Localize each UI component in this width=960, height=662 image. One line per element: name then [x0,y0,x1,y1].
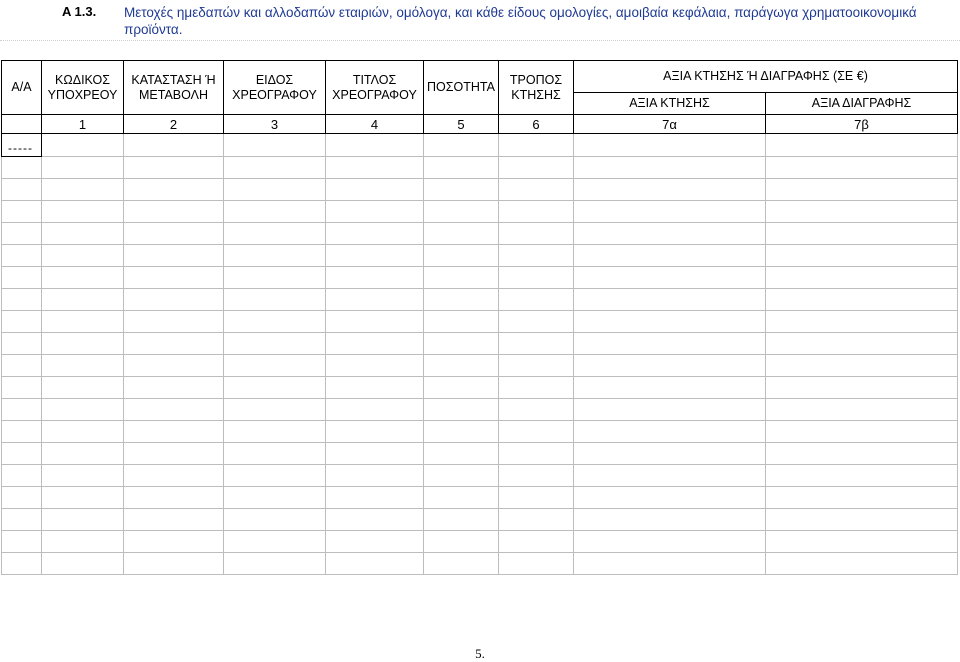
col-header-code: ΚΩΔΙΚΟΣ ΥΠΟΧΡΕΟΥ [42,61,124,115]
table-cell[interactable] [42,465,124,487]
table-row [2,267,958,289]
table-row [2,311,958,333]
table-cell[interactable] [499,311,574,333]
table-cell[interactable] [499,201,574,223]
row-aa-cell[interactable] [2,245,42,267]
table-row [2,443,958,465]
table-row [2,245,958,267]
table-cell[interactable] [766,421,958,443]
table-cell[interactable] [424,355,499,377]
table-cell[interactable] [766,465,958,487]
table-cell[interactable] [574,355,766,377]
table-cell[interactable] [124,421,224,443]
table-cell[interactable] [766,157,958,179]
table-cell[interactable] [499,134,574,157]
column-numbers-row [2,115,958,134]
table-cell[interactable] [42,355,124,377]
table-cell[interactable] [124,531,224,553]
table-cell[interactable] [224,377,326,399]
table-cell[interactable] [499,531,574,553]
table-cell[interactable] [574,421,766,443]
table-cell[interactable] [224,443,326,465]
table-cell[interactable] [326,399,424,421]
table-cell[interactable] [326,443,424,465]
table-row [2,333,958,355]
table-cell[interactable] [42,267,124,289]
table-cell[interactable] [124,267,224,289]
table-cell[interactable] [424,531,499,553]
table-cell[interactable] [766,509,958,531]
column-number-blank [2,115,42,134]
table-cell[interactable] [424,157,499,179]
table-cell[interactable] [326,421,424,443]
table-cell[interactable] [574,333,766,355]
table-cell[interactable] [326,509,424,531]
column-number: 7β [766,115,958,134]
table-cell[interactable] [124,487,224,509]
table-cell[interactable] [224,465,326,487]
table-cell[interactable] [766,377,958,399]
table-cell[interactable] [124,443,224,465]
table-cell[interactable] [42,223,124,245]
table-cell[interactable] [499,443,574,465]
table-cell[interactable] [499,355,574,377]
table-cell[interactable] [326,134,424,157]
table-cell[interactable] [124,179,224,201]
col-header-value-group: ΑΞΙΑ ΚΤΗΣΗΣ Ή ΔΙΑΓΡΑΦΗΣ (ΣΕ €) [574,61,958,93]
table-cell[interactable] [499,399,574,421]
table-cell[interactable] [766,223,958,245]
table-cell[interactable] [224,553,326,575]
row-aa-cell[interactable] [2,399,42,421]
table-cell[interactable] [574,179,766,201]
table-cell[interactable] [42,399,124,421]
table-cell[interactable] [326,267,424,289]
row-aa-cell[interactable] [2,267,42,289]
row-aa-cell[interactable] [2,311,42,333]
table-cell[interactable] [766,289,958,311]
table-row [2,134,958,157]
table-cell[interactable] [766,399,958,421]
table-cell[interactable] [42,311,124,333]
row-aa-cell[interactable] [2,333,42,355]
table-cell[interactable] [424,311,499,333]
col-header-type: ΕΙΔΟΣ ΧΡΕΟΓΡΑΦΟΥ [224,61,326,115]
table-row [2,465,958,487]
table-cell[interactable] [574,157,766,179]
table-cell[interactable] [424,487,499,509]
table-cell[interactable] [766,333,958,355]
column-number: 7α [574,115,766,134]
column-number: 1 [42,115,124,134]
table-cell[interactable] [424,465,499,487]
row-aa-cell[interactable] [2,157,42,179]
table-row [2,421,958,443]
table-cell[interactable] [42,289,124,311]
table-cell[interactable] [224,333,326,355]
table-cell[interactable] [224,245,326,267]
col-header-acq-value: ΑΞΙΑ ΚΤΗΣΗΣ [574,93,766,115]
col-header-quantity: ΠΟΣΟΤΗΤΑ [424,61,499,115]
table-cell[interactable] [499,223,574,245]
table-cell[interactable] [42,553,124,575]
table-cell[interactable] [224,134,326,157]
table-cell[interactable] [124,245,224,267]
row-aa-cell[interactable] [2,223,42,245]
table-cell[interactable] [326,465,424,487]
table-cell[interactable] [766,245,958,267]
table-cell[interactable] [499,465,574,487]
table-cell[interactable] [42,487,124,509]
col-header-aa: Α/Α [2,61,42,115]
table-cell[interactable] [42,443,124,465]
table-cell[interactable] [766,355,958,377]
table-cell[interactable] [224,157,326,179]
securities-table [1,60,958,575]
table-cell[interactable] [424,553,499,575]
table-cell[interactable] [766,201,958,223]
table-cell[interactable] [574,311,766,333]
table-row [2,487,958,509]
table-cell[interactable] [574,531,766,553]
row-aa-cell[interactable] [2,421,42,443]
table-cell[interactable] [124,377,224,399]
col-header-status: ΚΑΤΑΣΤΑΣΗ Ή ΜΕΤΑΒΟΛΗ [124,61,224,115]
col-header-del-value: ΑΞΙΑ ΔΙΑΓΡΑΦΗΣ [766,93,958,115]
row-aa-cell[interactable] [2,531,42,553]
row-aa-cell[interactable] [2,487,42,509]
table-cell[interactable] [499,157,574,179]
section-title: Μετοχές ημεδαπών και αλλοδαπών εταιριών, ομόλογα, και κάθε είδους ομολογίες, αμοιβαία κεφάλαια, παράγωγα χρηματοοικονομικά προϊόντα. [124,5,917,37]
row-aa-cell[interactable] [2,201,42,223]
table-cell[interactable] [124,465,224,487]
table-cell[interactable] [424,333,499,355]
table-cell[interactable] [224,289,326,311]
table-cell[interactable] [326,179,424,201]
table-cell[interactable] [574,443,766,465]
row-aa-cell[interactable] [2,355,42,377]
table-cell[interactable] [766,311,958,333]
table-cell[interactable] [766,267,958,289]
table-cell[interactable] [499,377,574,399]
table-cell[interactable] [224,355,326,377]
table-cell[interactable] [574,201,766,223]
table-cell[interactable] [42,179,124,201]
table-cell[interactable] [224,509,326,531]
table-cell[interactable] [424,267,499,289]
table-cell[interactable] [424,377,499,399]
table-cell[interactable] [499,267,574,289]
table-cell[interactable] [574,509,766,531]
table-cell[interactable] [424,421,499,443]
table-row [2,377,958,399]
row-aa-cell[interactable] [2,289,42,311]
table-cell[interactable] [326,157,424,179]
table-cell[interactable] [499,179,574,201]
row-aa-cell[interactable] [2,465,42,487]
table-cell[interactable] [499,421,574,443]
table-row [2,201,958,223]
row-marker: ----- [2,134,42,157]
table-cell[interactable] [424,201,499,223]
column-number: 5 [424,115,499,134]
table-cell[interactable] [499,289,574,311]
table-cell[interactable] [326,223,424,245]
table-cell[interactable] [124,399,224,421]
table-cell[interactable] [499,553,574,575]
page-number: 5. [475,646,485,661]
row-aa-cell[interactable] [2,377,42,399]
table-cell[interactable] [326,311,424,333]
column-number: 4 [326,115,424,134]
table-cell[interactable] [574,134,766,157]
table-row [2,553,958,575]
table-cell[interactable] [42,134,124,157]
table-cell[interactable] [574,289,766,311]
table-cell[interactable] [766,531,958,553]
table-cell[interactable] [499,333,574,355]
top-rule [0,40,960,41]
table-cell[interactable] [42,201,124,223]
table-cell[interactable] [766,443,958,465]
section-code: A 1.3. [62,4,97,19]
table-cell[interactable] [42,509,124,531]
table-cell[interactable] [42,245,124,267]
table-cell[interactable] [424,399,499,421]
table-cell[interactable] [326,531,424,553]
table-cell[interactable] [224,531,326,553]
table-cell[interactable] [224,311,326,333]
table-cell[interactable] [499,487,574,509]
table-row [2,223,958,245]
table-cell[interactable] [424,179,499,201]
row-aa-cell[interactable] [2,553,42,575]
table-cell[interactable] [574,487,766,509]
table-cell[interactable] [124,289,224,311]
table-row [2,157,958,179]
table-cell[interactable] [224,421,326,443]
table-cell[interactable] [326,245,424,267]
row-aa-cell[interactable] [2,179,42,201]
table-cell[interactable] [424,289,499,311]
table-cell[interactable] [574,465,766,487]
table-cell[interactable] [574,377,766,399]
table-cell[interactable] [124,553,224,575]
table-cell[interactable] [499,509,574,531]
table-row [2,179,958,201]
table-cell[interactable] [224,179,326,201]
table-cell[interactable] [574,267,766,289]
table-cell[interactable] [224,267,326,289]
table-cell[interactable] [124,355,224,377]
table-cell[interactable] [499,245,574,267]
column-number: 2 [124,115,224,134]
table-cell[interactable] [224,487,326,509]
table-cell[interactable] [424,134,499,157]
table-cell[interactable] [766,134,958,157]
row-aa-cell[interactable] [2,509,42,531]
col-header-method: ΤΡΟΠΟΣ ΚΤΗΣΗΣ [499,61,574,115]
row-aa-cell[interactable] [2,443,42,465]
table-row [2,509,958,531]
column-number: 6 [499,115,574,134]
table-cell[interactable] [574,223,766,245]
table-row [2,399,958,421]
table-cell[interactable] [224,201,326,223]
table-cell[interactable] [766,179,958,201]
table-cell[interactable] [42,157,124,179]
table-cell[interactable] [224,223,326,245]
table-cell[interactable] [124,157,224,179]
table-cell[interactable] [124,509,224,531]
table-row [2,531,958,553]
table-cell[interactable] [424,443,499,465]
table-cell[interactable] [326,355,424,377]
table-cell[interactable] [424,223,499,245]
table-cell[interactable] [42,333,124,355]
table-cell[interactable] [326,487,424,509]
table-cell[interactable] [326,201,424,223]
column-number: 3 [224,115,326,134]
table-cell[interactable] [124,311,224,333]
table-cell[interactable] [424,245,499,267]
table-cell[interactable] [766,487,958,509]
table-cell[interactable] [124,134,224,157]
table-row [2,355,958,377]
table-cell[interactable] [326,553,424,575]
table-cell[interactable] [574,399,766,421]
table-row [2,289,958,311]
table-cell[interactable] [766,553,958,575]
table-cell[interactable] [424,509,499,531]
table-cell[interactable] [42,377,124,399]
table-cell[interactable] [42,421,124,443]
table-cell[interactable] [124,223,224,245]
table-cell[interactable] [124,333,224,355]
table-cell[interactable] [326,289,424,311]
table-cell[interactable] [574,553,766,575]
table-cell[interactable] [326,377,424,399]
table-cell[interactable] [224,399,326,421]
table-cell[interactable] [326,333,424,355]
table-cell[interactable] [574,245,766,267]
col-header-title: ΤΙΤΛΟΣ ΧΡΕΟΓΡΑΦΟΥ [326,61,424,115]
table-cell[interactable] [124,201,224,223]
table-cell[interactable] [42,531,124,553]
